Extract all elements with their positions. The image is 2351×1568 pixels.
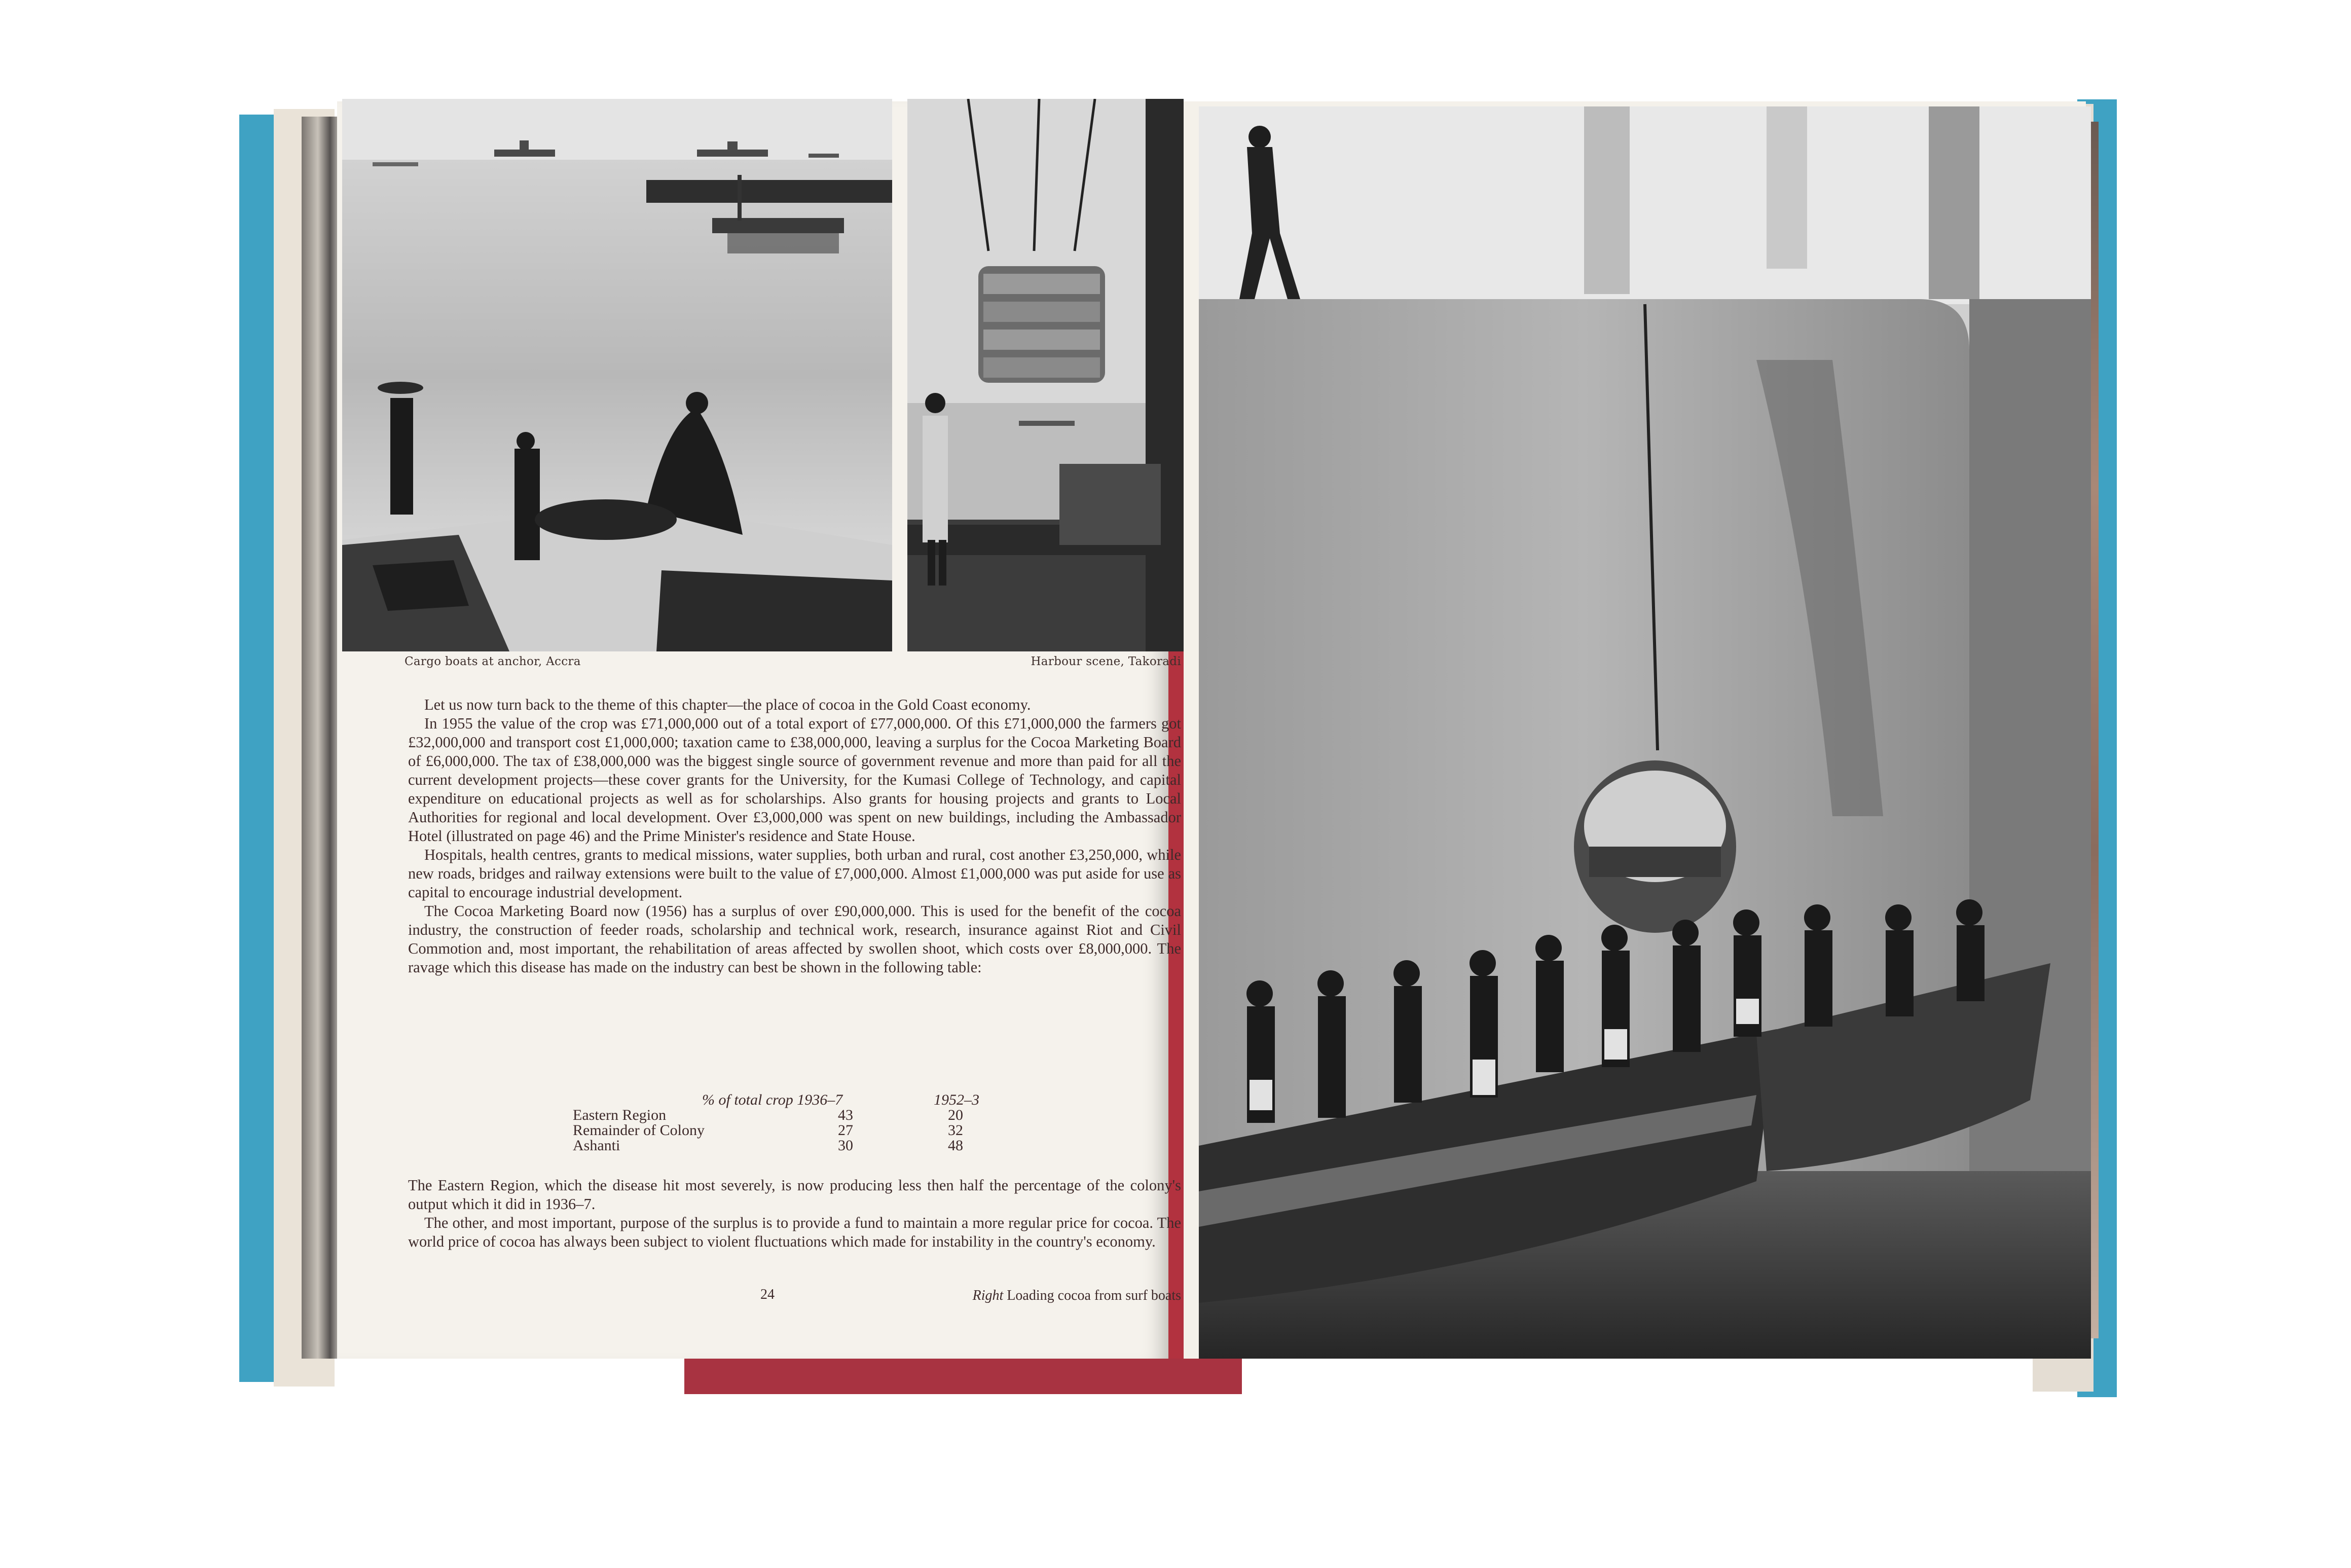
- table-header-1952: 1952–3: [934, 1091, 979, 1108]
- table-value-1936: 43: [838, 1107, 853, 1123]
- paragraph-5: The Eastern Region, which the disease hit most severely, is now producing less then half the percentage of the colony's output which it did in 1936–7.: [408, 1177, 1181, 1213]
- caption-loading-cocoa: [953, 1288, 1181, 1304]
- paragraph-2: In 1955 the value of the crop was £71,000,000 out of a total export of £77,000,000. Of this £71,000,000 the farmers got £32,000,000 and transport cost £1,000,000; taxation came to £38,000,000, leaving a surplus for the Cocoa Marketing Board of £6,000,000. The tax of £38,000,000 was the biggest single source of government revenue and more than paid for all the current development projects—these cover grants for the University, for the Kumasi College of Technology, and capital expenditure on educational projects as well as for scholarships. Also grants for housing projects and grants to Local Authorities for regional and local development. Over £3,000,000 was spent on new buildings, including the Ambassador Hotel (illustrated on page 46) and the Prime Minister's residence and State House.: [408, 715, 1181, 845]
- table-header-1936: % of total crop 1936–7: [702, 1091, 843, 1108]
- table-value-1936: 30: [838, 1137, 853, 1154]
- table-region: Remainder of Colony: [573, 1122, 705, 1139]
- paragraph-4: The Cocoa Marketing Board now (1956) has a surplus of over £90,000,000. This is used for the benefit of the cocoa industry, the construction of feeder roads, scholarship and technical work, research, insurance against Riot and Civil Commotion and, most important, the rehabilitation of areas affected by swollen shoot, which costs over £8,000,000. The ravage which this disease has made on the industry can best be shown in the following table:: [408, 902, 1181, 976]
- table-value-1952: 32: [948, 1122, 963, 1139]
- table-value-1952: 20: [948, 1107, 963, 1123]
- table-region: Eastern Region: [573, 1107, 667, 1123]
- photo-cargo-boats-accra: [342, 99, 892, 651]
- photo-loading-cocoa-surf-boats: [1199, 106, 2091, 1359]
- caption-right-label: Right: [972, 1288, 1004, 1303]
- endpaper-red: [684, 1359, 1242, 1394]
- paragraph-1: Let us now turn back to the theme of this chapter—the place of cocoa in the Gold Coast economy.: [424, 696, 1031, 713]
- caption-cargo-boats: Cargo boats at anchor, Accra: [405, 655, 581, 668]
- paragraph-6: The other, and most important, purpose of the surplus is to provide a fund to maintain a more regular price for cocoa. The world price of cocoa has always been subject to violent fluctuations which made for instability in the country's economy.: [408, 1214, 1181, 1250]
- caption-harbour-scene: Harbour scene, Takoradi: [1031, 655, 1181, 668]
- table-value-1936: 27: [838, 1122, 853, 1139]
- body-text-continued: [408, 1176, 1181, 1251]
- caption-loading-cocoa-text: Loading cocoa from surf boats: [1007, 1288, 1181, 1303]
- body-text: [408, 696, 1181, 977]
- photo-harbour-takoradi: [907, 99, 1184, 651]
- table-region: Ashanti: [573, 1137, 620, 1154]
- table-value-1952: 48: [948, 1137, 963, 1154]
- paragraph-3: Hospitals, health centres, grants to medical missions, water supplies, both urban and rural, cost another £3,250,000, while new roads, bridges and railway extensions were built to the value of £7,000,000. Almost £1,000,000 was put aside for use as capital to encourage industrial development.: [408, 846, 1181, 901]
- underlying-page-edge: [302, 117, 342, 1359]
- page-number: 24: [760, 1287, 775, 1302]
